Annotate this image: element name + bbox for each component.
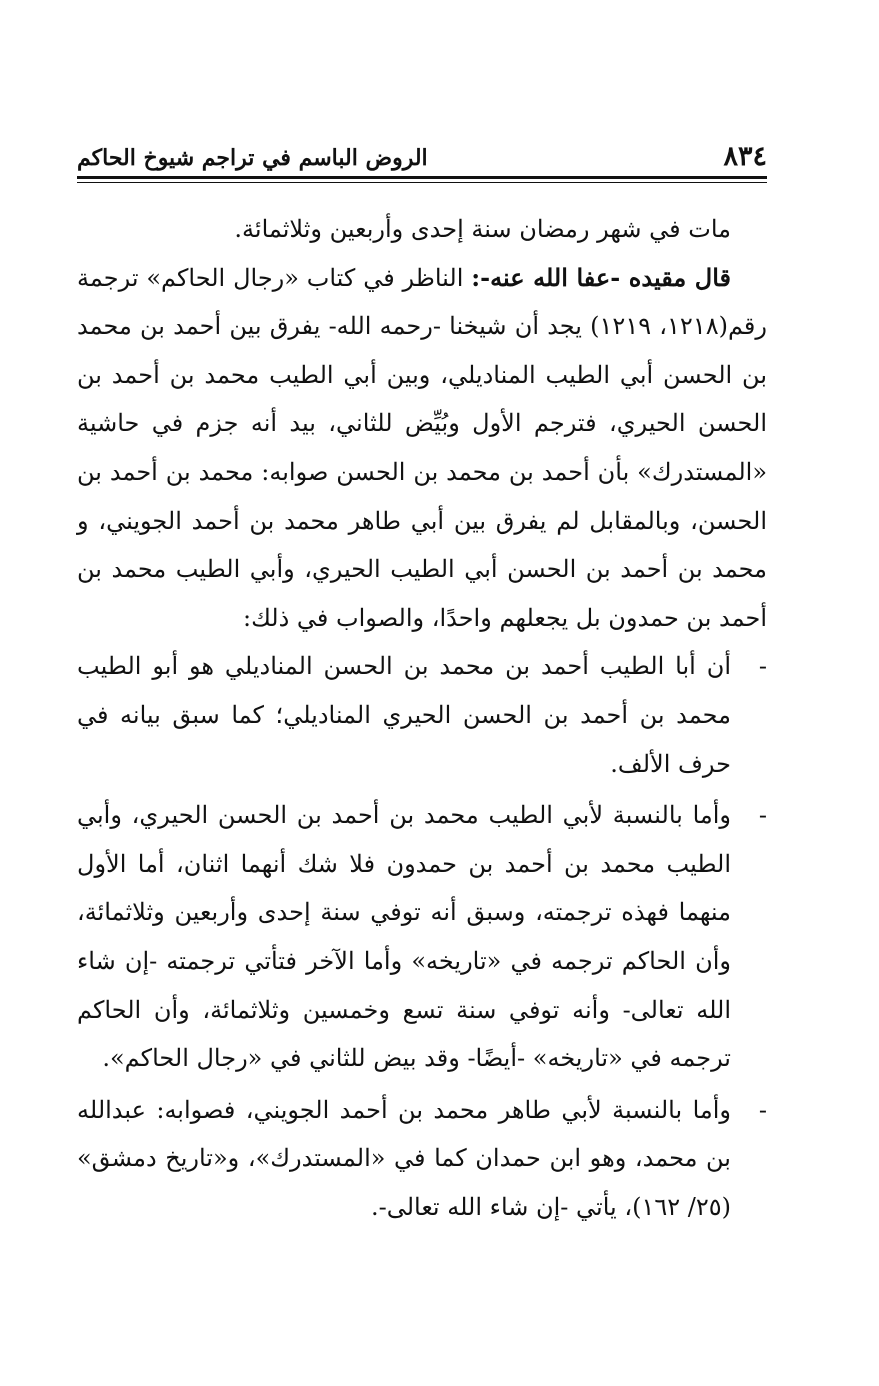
book-title: الروض الباسم في تراجم شيوخ الحاكم [77, 145, 428, 171]
page-number: ٨٣٤ [723, 141, 767, 172]
list-item-text: وأما بالنسبة لأبي طاهر محمد بن أحمد الجويني، فصوابه: عبدالله بن محمد، وهو ابن حمدان كما في «المستدرك»، و«تاريخ دمشق» (٢٥/ ١٦٢)، يأتي -إن شاء الله تعالى-. [77, 1095, 731, 1221]
header-rule-thin [77, 182, 767, 183]
editor-note-text: الناظر في كتاب «رجال الحاكم» ترجمة رقم(١٢١٨، ١٢١٩) يجد أن شيخنا -رحمه الله- يفرق بين أحمد بن محمد بن الحسن أبي الطيب المناديلي، وبين أبي الطيب محمد بن أحمد بن الحسن الحيري، فترجم الأول وبُيِّض للثاني، بيد أنه جزم في حاشية «المستدرك» بأن أحمد بن محمد بن الحسن صوابه: محمد بن أحمد بن الحسن، وبالمقابل لم يفرق بين أبي طاهر محمد بن أحمد الجويني، و محمد بن أحمد بن الحسن أبي الطيب الحيري، وأبي الطيب محمد بن أحمد بن حمدون بل يجعلهم واحدًا، والصواب في ذلك: [77, 263, 767, 632]
list-item [77, 642, 767, 788]
list-dash: - [758, 652, 767, 681]
list-item-text: أن أبا الطيب أحمد بن محمد بن الحسن المناديلي هو أبو الطيب محمد بن أحمد بن الحسن الحيري المناديلي؛ كما سبق بيانه في حرف الألف. [77, 652, 731, 778]
list-item-text: وأما بالنسبة لأبي الطيب محمد بن أحمد بن الحسن الحيري، وأبي الطيب محمد بن أحمد بن حمدون فلا شك أنهما اثنان، أما الأول منهما فهذه ترجمته، وسبق أنه توفي سنة إحدى وأربعين وثلاثمائة، وأن الحاكم ترجمه في «تاريخه» وأما الآخر فتأتي ترجمته -إن شاء الله تعالى- وأنه توفي سنة تسع وخمسين وثلاثمائة، وأن الحاكم ترجمه في «تاريخه» -أيضًا- وقد بيض للثاني في «رجال الحاكم». [77, 801, 731, 1073]
header-rule-thick [77, 176, 767, 179]
body-text [77, 205, 767, 1231]
editor-note-heading: قال مقيده -عفا الله عنه-: [471, 262, 731, 292]
paragraph-death-date: مات في شهر رمضان سنة إحدى وأربعين وثلاثمائة. [234, 215, 731, 243]
list-dash: - [758, 1095, 767, 1124]
list-item [77, 791, 767, 1083]
page-header [77, 140, 767, 174]
list-dash: - [758, 801, 767, 830]
list-item [77, 1086, 767, 1232]
paragraph-editor-note [77, 254, 767, 643]
